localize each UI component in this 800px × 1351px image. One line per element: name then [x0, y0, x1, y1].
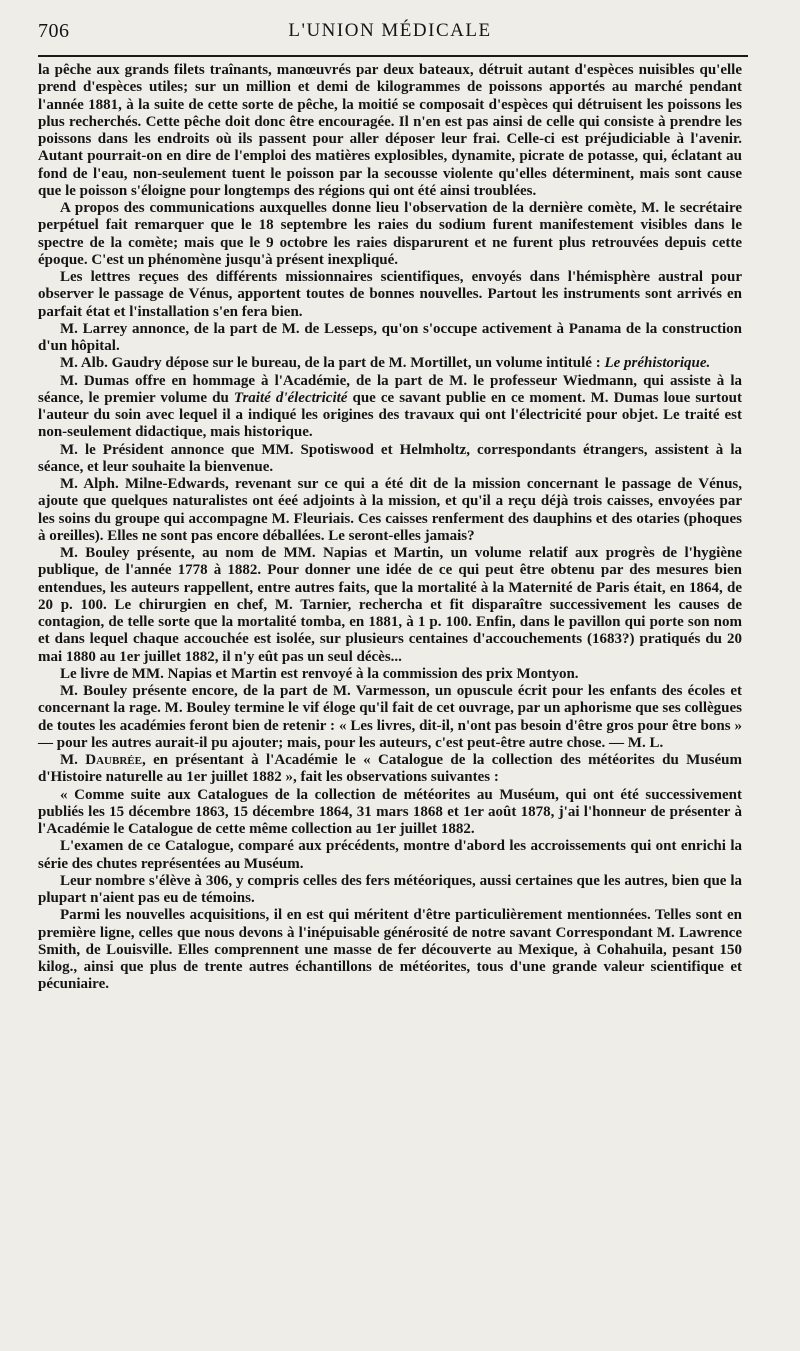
- paragraph: [38, 476, 742, 545]
- paragraph-text: A propos des communications auxquelles donne lieu l'observation de la dernière comète, M. le secrétaire perpétuel fait remarquer que le 18 septembre les raies du sodium furent manifestement visibles dans le spectre de la comète; mais que le 9 octobre les raies disparurent et ne furent plus retrouvées depuis cette époque. C'est un phénomène jusqu'à présent inexpliqué.: [38, 200, 742, 268]
- paragraph-text: , en présentant à l'Académie le « Catalogue de la collection des météorites du Muséum d'Histoire naturelle au 1er juillet 1882 », fait les observations suivantes :: [38, 752, 742, 786]
- paragraph-text: que ce savant publie en ce moment. M. Dumas loue surtout l'auteur du soin avec lequel il a indiqué les origines des travaux qui ont l'électricité pour objet. Le traité est non-seulement didactique, mais historique.: [38, 389, 742, 441]
- paragraph-text: Parmi les nouvelles acquisitions, il en est qui méritent d'être particulièrement mentionnées. Telles sont en première ligne, celles que nous devons à l'inépuisable générosité de notre savant Correspondant M. Lawrence Smith, de Louisville. Elles comprennent une masse de fer découverte au Mexique, à Cohahuila, pesant 150 kilog., ainsi que plus de trente autres échantillons de météorites, tous d'une grande valeur scientifique et pécuniaire.: [38, 907, 742, 993]
- paragraph-text: Leur nombre s'élève à 306, y compris celles des fers météoriques, aussi certaines que les autres, bien que la plupart n'aient pas eu de témoins.: [38, 872, 742, 906]
- italic-title: Traité d'électricité: [233, 389, 348, 406]
- paragraph-text: Le livre de MM. Napias et Martin est renvoyé à la commission des prix Montyon.: [60, 665, 579, 682]
- author-name: Daubrée: [85, 752, 142, 768]
- paragraph: [38, 321, 742, 356]
- paragraph: [38, 752, 742, 787]
- paragraph-text: M. Larrey annonce, de la part de M. de Lesseps, qu'on s'occupe activement à Panama de la construction d'un hôpital.: [38, 320, 742, 354]
- paragraph: [38, 373, 742, 442]
- paragraph: [38, 787, 742, 839]
- running-title: L'UNION MÉDICALE: [288, 20, 492, 41]
- paragraph-text: M. le Président annonce que MM. Spotiswood et Helmholtz, correspondants étrangers, assistent à la séance, et leur souhaite la bienvenue.: [38, 441, 742, 475]
- paragraph-text: M. Alb. Gaudry dépose sur le bureau, de la part de M. Mortillet, un volume intitulé :: [60, 355, 605, 372]
- paragraph: [38, 838, 742, 873]
- paragraph-text: M. Bouley présente, au nom de MM. Napias et Martin, un volume relatif aux progrès de l'hygiène publique, de l'année 1778 à 1882. Pour donner une idée de ce qui peut être obtenu par des mesures bien entendues, les auteurs rappellent, entre autres faits, que la mortalité à la Maternité de Paris était, en 1864, de 20 p. 100. Le chirurgien en chef, M. Tarnier, rechercha et fit disparaître successivement les causes de contagion, de telle sorte que la mortalité tomba, en 1881, à 1 p. 100. Enfin, dans le pavillon qui porte son nom et dans lequel chaque accouchée est isolée, sur plusieurs centaines d'accouchements (1683?) pratiqués du 20 mai 1880 au 1er juillet 1882, il n'y eût pas un seul décès...: [38, 545, 742, 665]
- page-number: 706: [38, 20, 70, 42]
- italic-title: Le préhistorique.: [604, 355, 711, 372]
- paragraph-text: M. Dumas offre en hommage à l'Académie, de la part de M. le professeur Wiedmann, qui assiste à la séance, le premier volume du: [38, 372, 742, 406]
- paragraph: [38, 873, 742, 908]
- paragraph: [38, 62, 742, 200]
- paragraph: [38, 269, 742, 321]
- paragraph-text: Les lettres reçues des différents missionnaires scientifiques, envoyés dans l'hémisphère austral pour observer le passage de Vénus, apportent toutes de bonnes nouvelles. Partout les instruments sont arrivés en parfait état et l'installation s'en fera bien.: [38, 269, 742, 320]
- paragraph-text: M.: [60, 752, 86, 768]
- page-header: [38, 16, 742, 50]
- paragraph: [38, 442, 742, 477]
- paragraph-text: L'examen de ce Catalogue, comparé aux précédents, montre d'abord les accroissements qui ont enrichi la série des chutes représentées au Muséum.: [38, 838, 742, 872]
- paragraph-text: M. Alph. Milne-Edwards, revenant sur ce qui a été dit de la mission concernant le passage de Vénus, ajoute que quelques naturalistes ont éeé adjoints à la mission, et qu'il a reçu déjà trois caisses, envoyées par les soins du groupe qui accompagne M. Fleuriais. Ces caisses renferment des dauphins et des otaries (phoques à oreilles). Elles ne sont pas encore déballées. Le seront-elles jamais?: [38, 476, 742, 544]
- paragraph-text: M. Bouley présente encore, de la part de M. Varmesson, un opuscule écrit pour les enfants des écoles et concernant la rage. M. Bouley termine le vif éloge qu'il fait de cet ouvrage, par un aphorisme que ses collègues de toutes les académies feront bien de retenir : « Les livres, dit-il, n'ont pas besoin d'être gros pour être bons » — pour les autres aurait-il pu ajouter; mais, pour les auteurs, c'est peut-être autre chose. — M. L.: [38, 683, 742, 751]
- paragraph: [38, 200, 742, 269]
- header-rule: [38, 55, 748, 57]
- body-text: [38, 62, 742, 994]
- paragraph-text: « Comme suite aux Catalogues de la collection de météorites au Muséum, qui ont été successivement publiés les 15 décembre 1863, 15 décembre 1864, 31 mars 1868 et 1er août 1878, j'ai l'honneur de présenter à l'Académie le Catalogue de cette même collection au 1er juillet 1882.: [38, 786, 742, 837]
- paragraph: [38, 545, 742, 666]
- paragraph: [38, 683, 742, 752]
- paragraph: [38, 355, 742, 372]
- paragraph: [38, 666, 742, 683]
- paragraph-text: la pêche aux grands filets traînants, manœuvrés par deux bateaux, détruit autant d'espèces nuisibles qu'elle prend d'espèces utiles; sur un million et demi de kilogrammes de poissons apportés au marché pendant l'année 1881, à la suite de cette sorte de pêche, la moitié se composait d'espèces qui détruisent les poissons les plus recherchés. Cette pêche doit donc être encouragée. Il n'en est pas ainsi de celle qui consiste à prendre les poissons dans les endroits où ils passent pour aller déposer leur frai. Celle-ci est préjudiciable à l'avenir. Autant pourrait-on en dire de l'emploi des matières explosibles, dynamite, picrate de potasse, qui, éclatant au fond de l'eau, non-seulement tuent le poisson par la secousse violente qu'elles déterminent, mais sont cause que le poisson s'éloigne pour longtemps des régions qui ont été ainsi troublées.: [38, 62, 742, 199]
- paragraph: [38, 907, 742, 993]
